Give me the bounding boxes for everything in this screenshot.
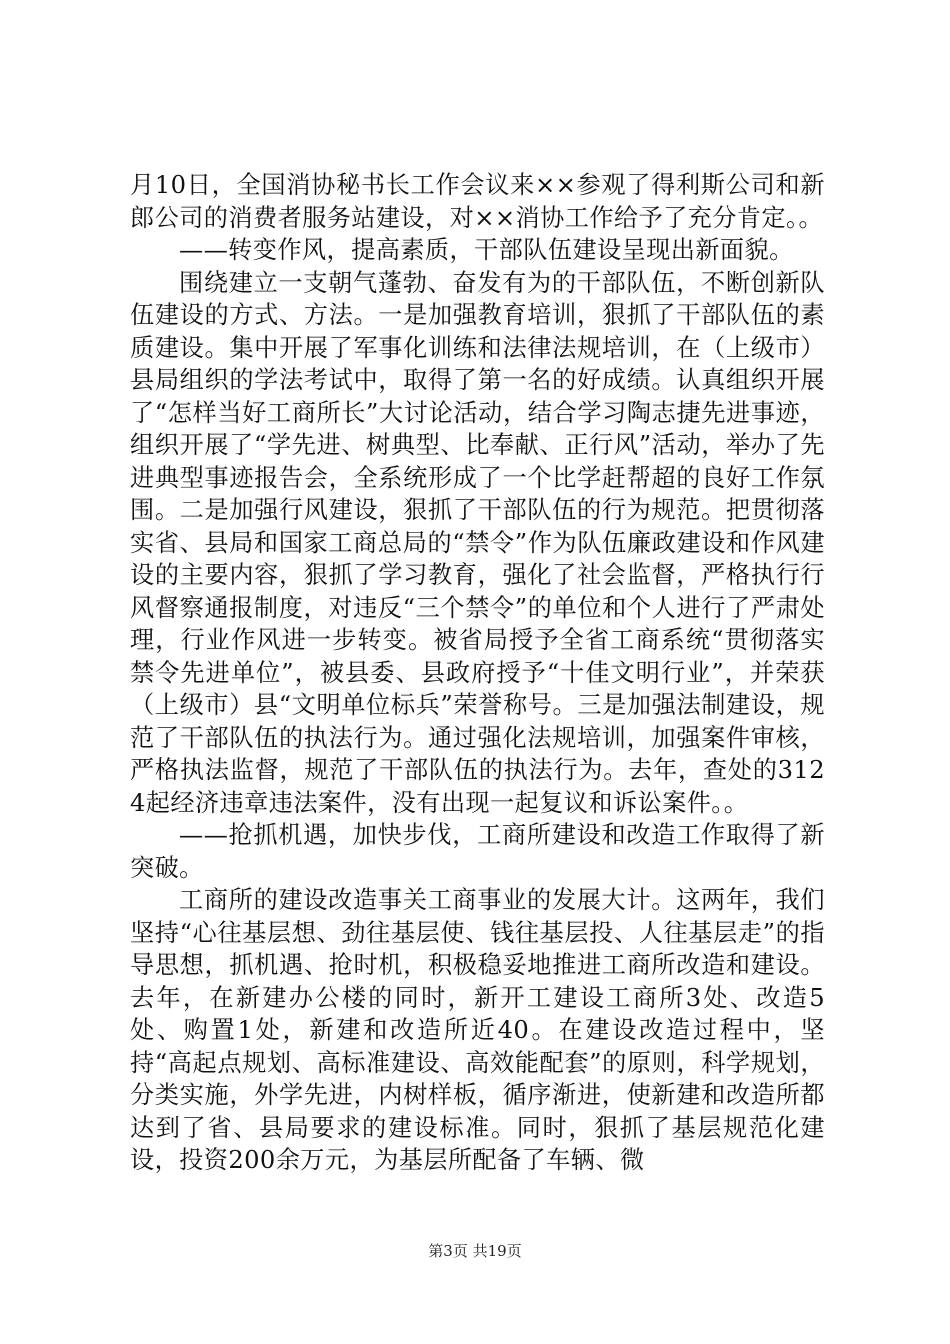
- page-number-footer: 第3页 共19页: [428, 1242, 522, 1260]
- paragraph-office-construction: 工商所的建设改造事关工商事业的发展大计。这两年，我们坚持“心往基层想、劲往基层使、钱往基层投、人往基层走”的指导思想，抓机遇、抢时机，积极稳妥地推进工商所改造和建设。去年，在新建办公楼的同时，新开工建设工商所3处、改造5处、购置1处，新建和改造所近40。在建设改造过程中，坚持“高起点规划、高标准建设、高效能配套”的原则，科学规划，分类实施，外学先进，内树样板，循序渐进，使新建和改造所都达到了省、县局要求的建设标准。同时，狠抓了基层规范化建设，投资200余万元，为基层所配备了车辆、微: [130, 886, 825, 1174]
- body-text: [130, 169, 825, 1177]
- paragraph-continuation: 月10日，全国消协秘书长工作会议来××参观了得利斯公司和新郎公司的消费者服务站建设，对××消协工作给予了充分肯定。。: [130, 171, 825, 232]
- paragraph-cadre-team: 围绕建立一支朝气蓬勃、奋发有为的干部队伍，不断创新队伍建设的方式、方法。一是加强教育培训，狠抓了干部队伍的素质建设。集中开展了军事化训练和法律法规培训，在（上级市）县局组织的学法考试中，取得了第一名的好成绩。认真组织开展了“怎样当好工商所长”大讨论活动，结合学习陶志捷先进事迹，组织开展了“学先进、树典型、比奉献、正行风”活动，举办了先进典型事迹报告会，全系统形成了一个比学赶帮超的良好工作氛围。二是加强行风建设，狠抓了干部队伍的行为规范。把贯彻落实省、县局和国家工商总局的“禁令”作为队伍廉政建设和作风建设的主要内容，狠抓了学习教育，强化了社会监督，严格执行行风督察通报制度，对违反“三个禁令”的单位和个人进行了严肃处理，行业作风进一步转变。被省局授予全省工商系统“贯彻落实禁令先进单位”，被县委、县政府授予“十佳文明行业”，并荣获（上级市）县“文明单位标兵”荣誉称号。三是加强法制建设，规范了干部队伍的执法行为。通过强化法规培训，加强案件审核，严格执法监督，规范了干部队伍的执法行为。去年，查处的3124起经济违章违法案件，没有出现一起复议和诉讼案件。。: [130, 268, 825, 817]
- section-heading-opportunity: ——抢抓机遇，加快步伐，工商所建设和改造工作取得了新突破。: [130, 821, 825, 882]
- section-heading-work-style: ——转变作风，提高素质，干部队伍建设呈现出新面貌。: [179, 236, 794, 264]
